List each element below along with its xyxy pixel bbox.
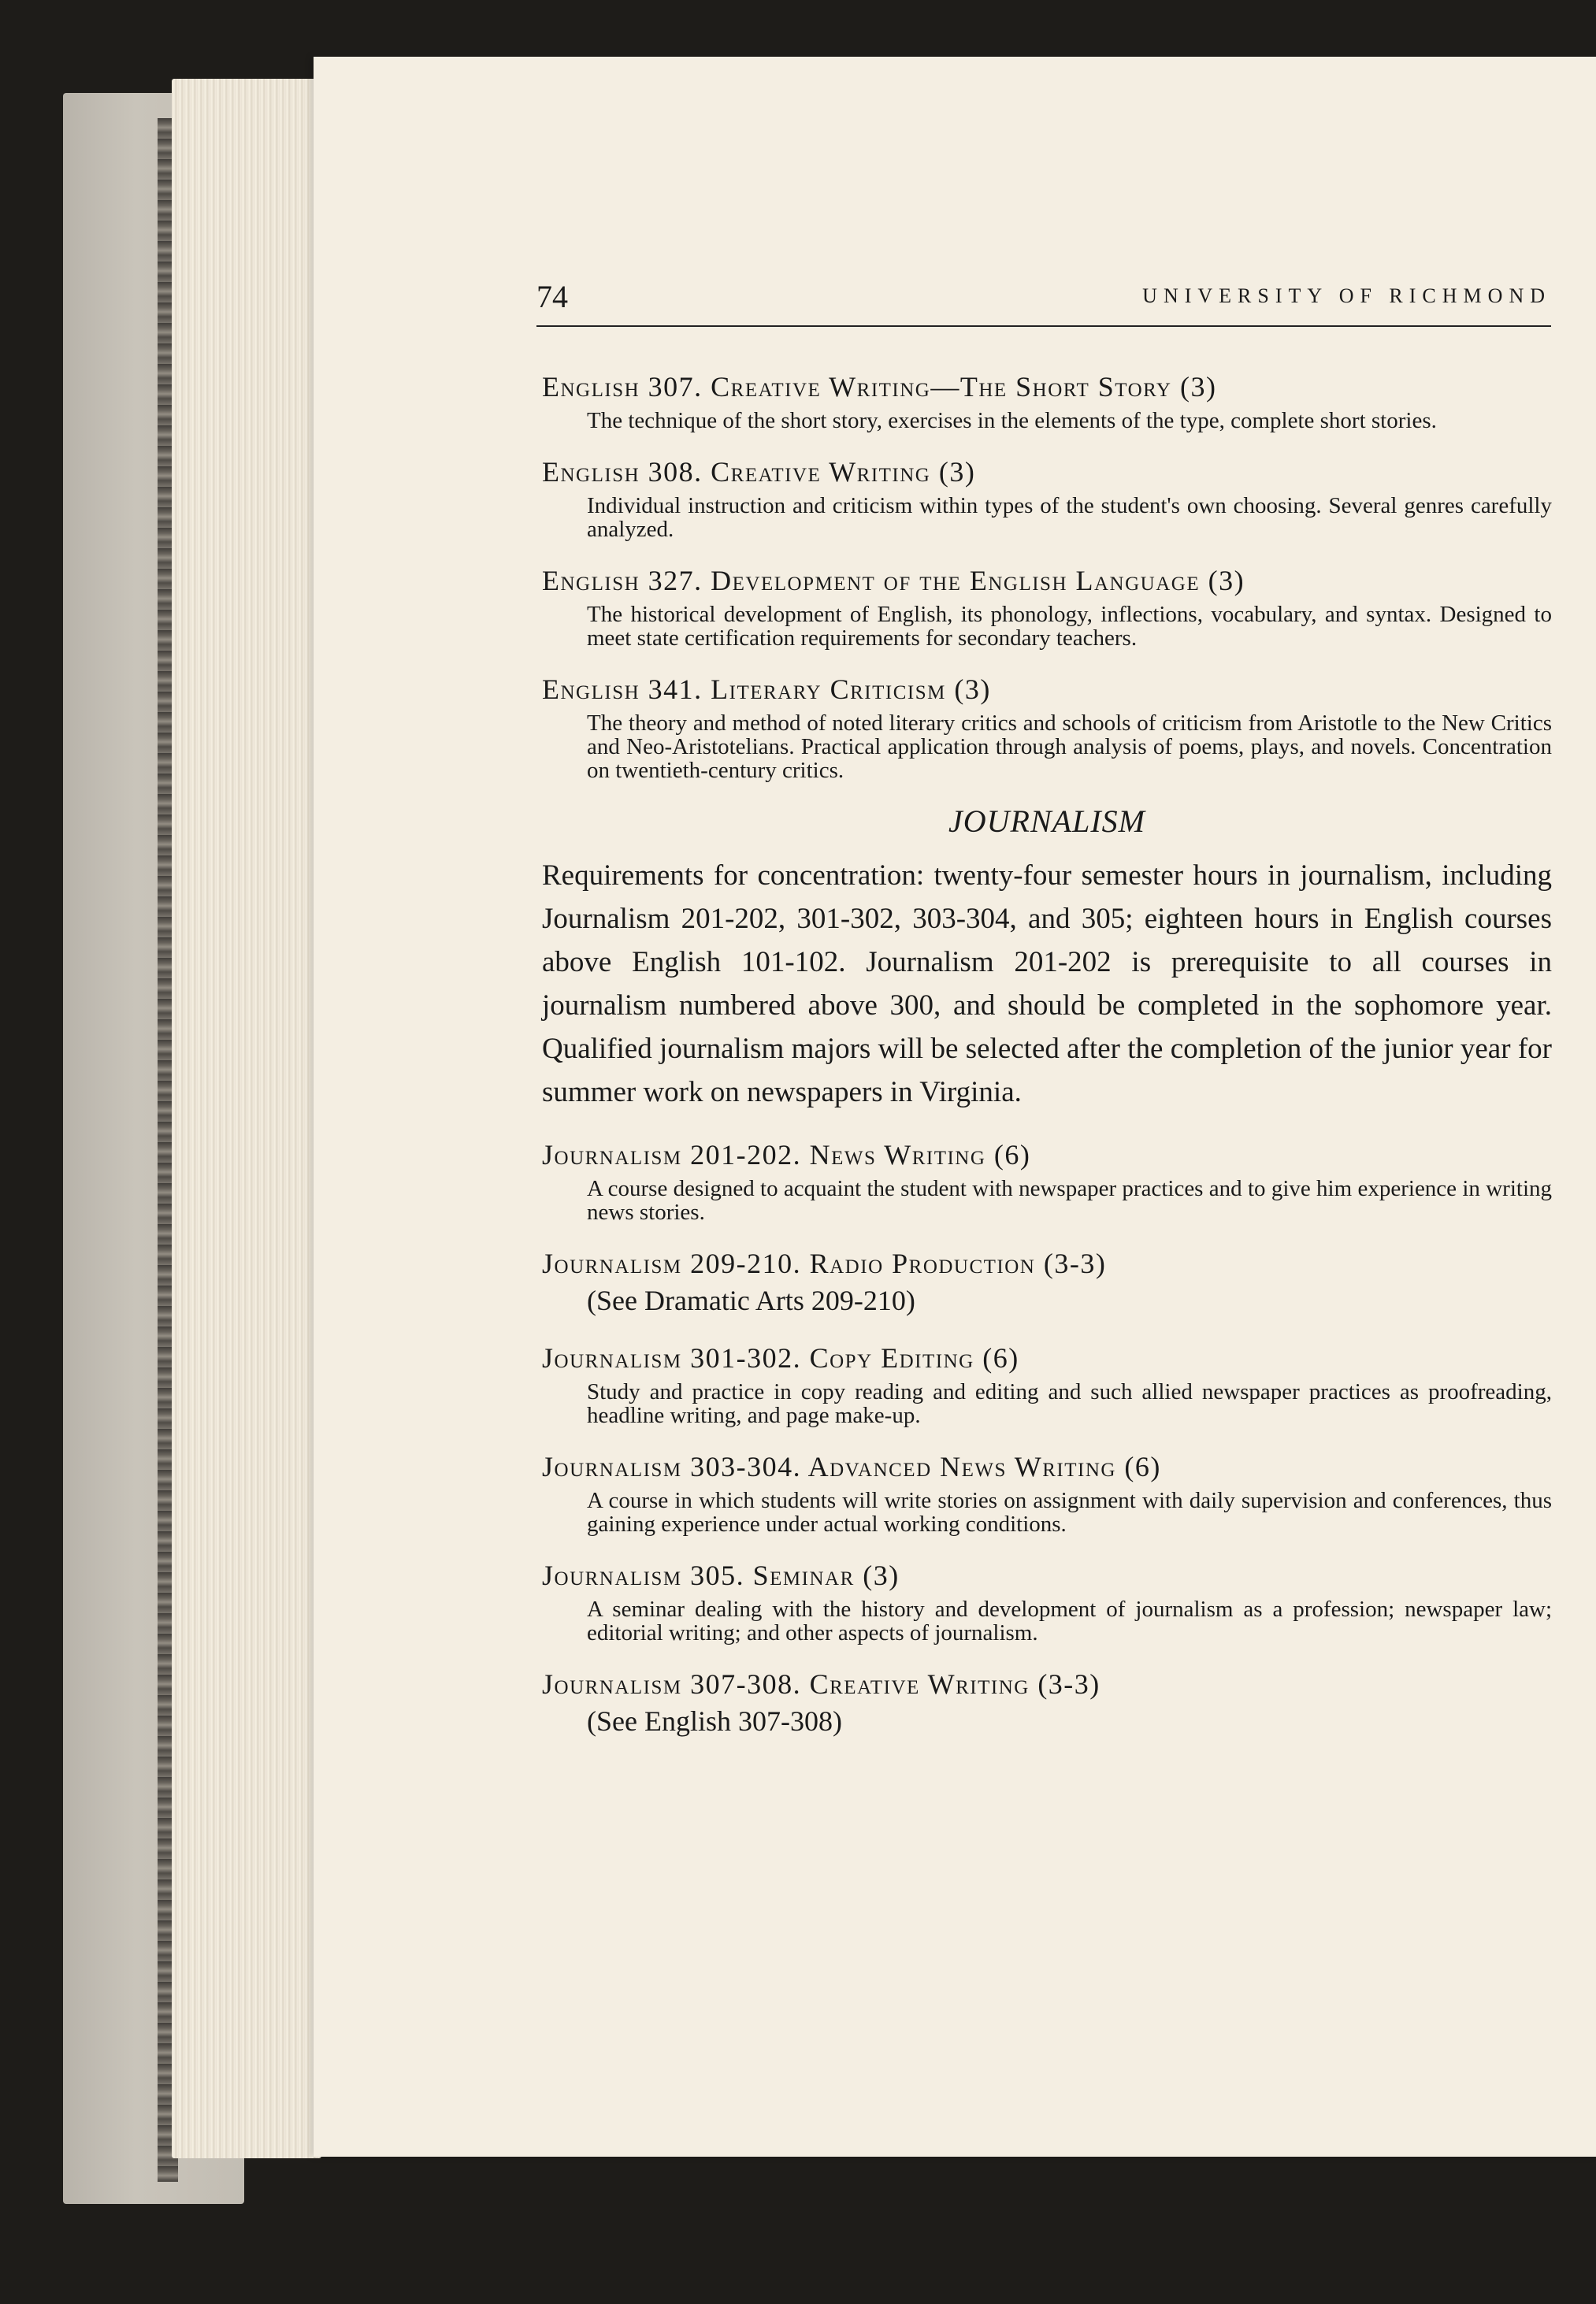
course-title: Journalism 307-308. Creative Writing (3-3): [542, 1668, 1100, 1700]
course-title: English 327. Development of the English Language (3): [542, 565, 1245, 596]
course-entry: [542, 1245, 1552, 1319]
course-title: Journalism 303-304. Advanced News Writing (6): [542, 1451, 1161, 1482]
course-entry: [542, 1556, 1552, 1645]
page-number: 74: [536, 279, 568, 314]
running-title: UNIVERSITY OF RICHMOND: [1142, 284, 1551, 307]
course-description: Study and practice in copy reading and editing and such allied newspaper practices as proofreading, headline writing, and page make-up.: [587, 1379, 1552, 1428]
course-title: Journalism 305. Seminar (3): [542, 1560, 900, 1591]
course-entry: [542, 453, 1552, 541]
course-title: Journalism 301-302. Copy Editing (6): [542, 1342, 1019, 1374]
course-description: A course in which students will write stories on assignment with daily supervision and conferences, thus gaining experience under actual working conditions.: [587, 1488, 1552, 1537]
course-title: Journalism 201-202. News Writing (6): [542, 1139, 1031, 1171]
course-description: A course designed to acquaint the student with newspaper practices and to give him experience in writing news stories.: [587, 1176, 1552, 1225]
course-description: A seminar dealing with the history and development of journalism as a profession; newspaper law; editorial writing; and other aspects of journalism.: [587, 1597, 1552, 1645]
course-title: Journalism 209-210. Radio Production (3-3): [542, 1248, 1107, 1279]
course-entry: [542, 1448, 1552, 1536]
course-entry: [542, 670, 1552, 782]
course-reference: (See English 307-308): [587, 1705, 842, 1737]
course-description: The technique of the short story, exercises in the elements of the type, complete short stories.: [587, 408, 1437, 433]
section-heading-journalism: JOURNALISM: [948, 803, 1145, 839]
course-title: English 307. Creative Writing—The Short Story (3): [542, 371, 1217, 403]
course-title: English 341. Literary Criticism (3): [542, 673, 991, 705]
course-description: The theory and method of noted literary critics and schools of criticism from Aristotle to the New Critics and Neo-Aristotelians. Practical application through analysis of poems, plays, and novels. Concentration on twentieth-century critics.: [587, 710, 1552, 783]
book-page: [314, 57, 1596, 2157]
page-content: [542, 368, 1552, 1760]
course-title: English 308. Creative Writing (3): [542, 456, 976, 488]
course-entry: [542, 1136, 1552, 1224]
course-entry: [542, 1339, 1552, 1427]
journalism-requirements: Requirements for concentration: twenty-four semester hours in journalism, including Journalism 201-202, 301-302, 303-304, and 305; eighteen hours in English courses above English 101-102. Journalism 201-202 is prerequisite to all courses in journalism numbered above 300, and should be completed in the sophomore year. Qualified journalism majors will be selected after the completion of the junior year for summer work on newspapers in Virginia.: [542, 859, 1552, 1108]
course-description: Individual instruction and criticism within types of the student's own choosing. Several genres carefully analyzed.: [587, 493, 1552, 542]
course-description: The historical development of English, its phonology, inflections, vocabulary, and syntax. Designed to meet state certification requirements for secondary teachers.: [587, 602, 1552, 651]
course-reference: (See Dramatic Arts 209-210): [587, 1285, 915, 1316]
page-edges: [172, 79, 321, 2158]
course-entry: [542, 562, 1552, 650]
page-header: [536, 278, 1551, 327]
course-entry: [542, 368, 1552, 432]
course-entry: [542, 1665, 1552, 1739]
